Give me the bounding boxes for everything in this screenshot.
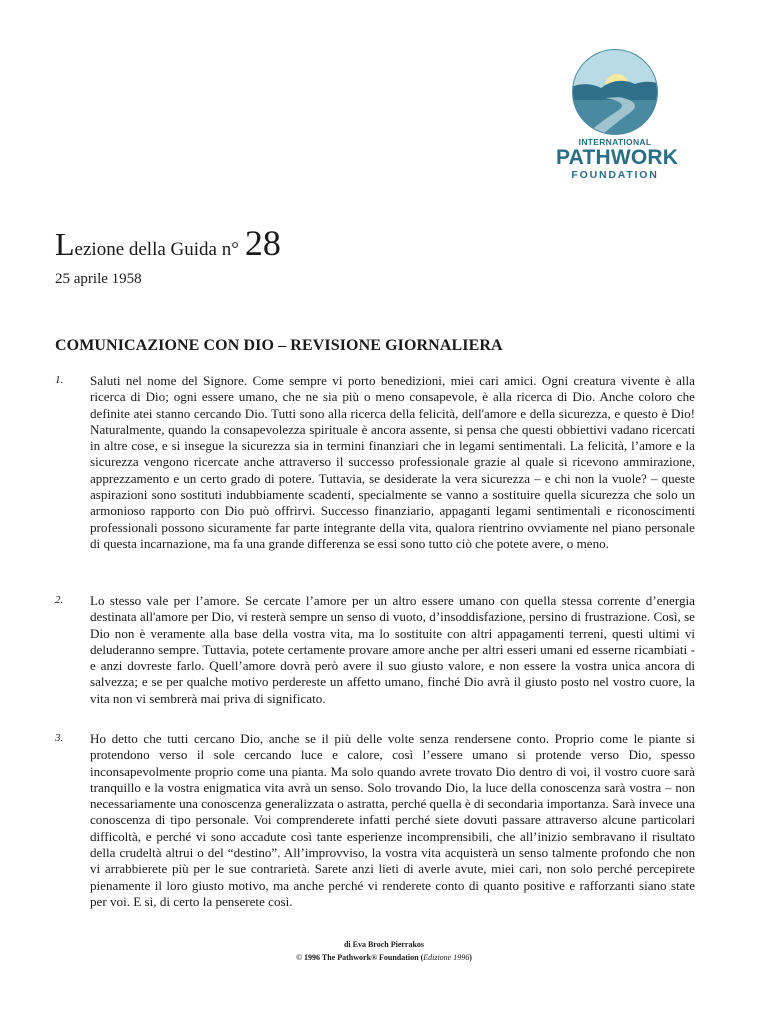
logo-international: INTERNATIONAL [578,137,652,147]
paragraph-text: Ho detto che tutti cercano Dio, anche se il più delle volte senza rendersene conto. Proprio come le piante si protendono verso il sole cercando luce e calore, così l’essere umano si protende verso Dio, spesso inconsapevolmente proprio come una pianta. Ma solo quando avrete trovato Dio dentro di voi, il vostro cuore sarà tranquillo e la vostra enigmatica vita avrà un senso. Solo trovando Dio, la luce della conoscenza sarà vostra – non necessariamente una conoscenza generalizzata o astratta, perché quella è di secondaria importanza. Sarà invece una conoscenza di tipo personale. Voi comprenderete infatti perché siete dovuti passare attraverso alcune particolari difficoltà, e perché vi sono accadute così tante esperienze incomprensibili, che all’inizio sembravano il risultato della crudeltà altrui o del “destino”. All’improvviso, la vostra vita acquisterà un senso talmente profondo che non vi arrabbierete più per le sue contrarietà. Sarete anzi lieti di averle avute, miei cari, non solo perché percepirete pienamente il loro giusto motivo, ma anche perché vi renderete conto di quanto positive e rafforzanti siano state per voi. E sì, di certo la penserete così. [90,731,695,909]
logo-foundation: FOUNDATION [571,169,659,181]
copyright-text: © 1996 The Pathwork® Foundation ( [296,953,424,962]
title-initial: L [55,226,75,262]
paragraph-1 [55,373,695,552]
logo-pathwork: PATHWORK [556,146,679,169]
lecture-date: 25 aprile 1958 [55,271,142,287]
lecture-heading: COMUNICAZIONE CON DIO – REVISIONE GIORNALIERA [55,337,503,354]
paragraph-text: Lo stesso vale per l’amore. Se cercate l’amore per un altro essere umano con quella stessa corrente d’energia destinata all'amore per Dio, vi resterà sempre un senso di vuoto, d’insoddisfazione, persino di frustrazione. Così, se Dio non è veramente alla base della vostra vita, ma lo sostituite con altri appagamenti terreni, questi ultimi vi deluderanno sempre. Tuttavia, potete certamente provare amore anche per altri esseri umani ed esserne ricambiati - e anzi dovreste farlo. Quell’amore dovrà però avere il suo giusto valore, e non essere la vostra unica ancora di salvezza; e se per qualche motivo perdereste un affetto umano, finché Dio avrà il giusto posto nel vostro cuore, la vita non vi sembrerà mai priva di significato. [90,593,695,706]
paragraph-number: 1. [55,374,64,386]
lecture-number: 28 [244,223,281,263]
footer-author: di Eva Broch Pierrakos [343,940,425,949]
paragraph-number: 3. [55,732,64,744]
lecture-title [55,222,281,264]
footer-copyright [0,953,768,962]
paragraph-2 [55,593,695,707]
paragraph-number: 2. [55,594,64,606]
paragraph-3 [55,731,695,910]
paragraph-text: Saluti nel nome del Signore. Come sempre vi porto benedizioni, miei cari amici. Ogni creatura vivente è alla ricerca di Dio; ogni essere umano, che ne sia più o meno consapevole, è alla ricerca di Dio. Anche coloro che definite atei stanno cercando Dio. Tutti sono alla ricerca della felicità, dell'amore e della sicurezza, e questo è Dio! Naturalmente, quando la consapevolezza spirituale è ancora assente, si pensa che questi obbiettivi vadano ricercati in altre cose, e si insegue la sicurezza sia in termini finanziari che in legami sentimentali. La felicità, l’amore e la sicurezza vengono ricercate anche attraverso il successo professionale grazie al quale si ricevono ammirazione, apprezzamento e un certo grado di potere. Tuttavia, se desiderate la vera sicurezza – e chi non la vuole? – queste aspirazioni sono sostituti indubbiamente scadenti, specialmente se vanno a sostituire quella sicurezza che solo un armonioso rapporto con Dio può offrirvi. Successo finanziario, appaganti legami sentimentali e riconoscimenti professionali possono sicuramente far parte integrante della vita, qualora rientrino ovviamente nel piano personale di questa incarnazione, ma fa una grande differenza se essi sono tutto ciò che potete avere, o meno. [90,373,695,551]
pathwork-logo [556,48,679,183]
pathwork-emblem-icon [559,48,671,136]
title-text: ezione della Guida n° [74,239,239,260]
copyright-close: ) [469,953,472,962]
edition-text: Edizione 1996 [423,953,470,962]
